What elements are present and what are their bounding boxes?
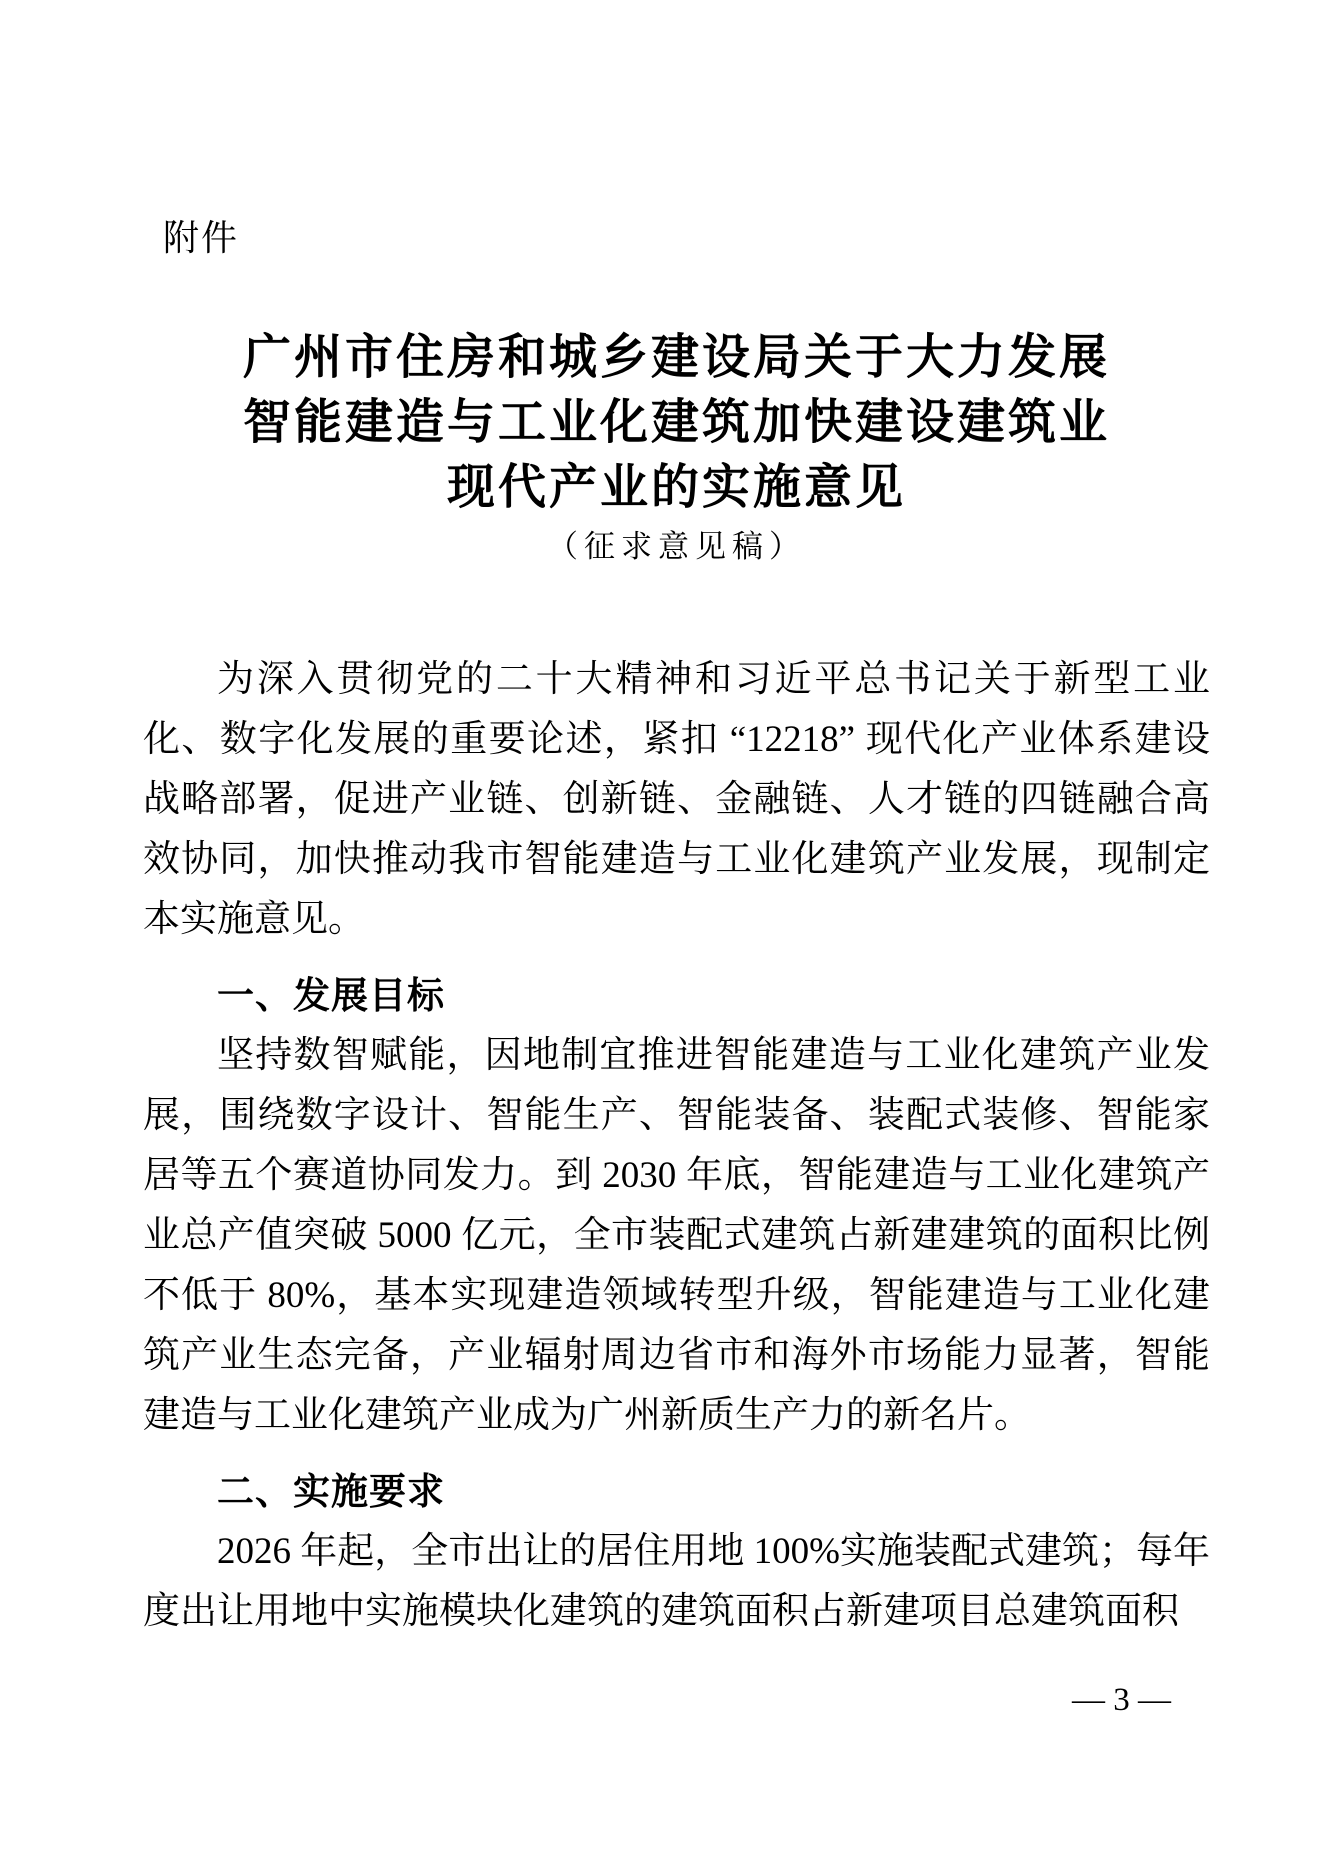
document-subtitle: （征求意见稿） xyxy=(547,529,806,564)
attachment-label: 附件 xyxy=(163,217,240,258)
title-line-1: 广州市住房和城乡建设局关于大力发展 xyxy=(242,331,1110,384)
body-paragraph: 为深入贯彻党的二十大精神和习近平总书记关于新型工业化、数字化发展的重要论述，紧扣 “12218” 现代化产业体系建设战略部署，促进产业链、创新链、金融链、人才链的四链融合高效协同，加快推动我市智能建造与工业化建筑产业发展，现制定本实施意见。 xyxy=(143,659,1210,940)
body-paragraph: 2026 年起，全市出让的居住用地 100%实施装配式建筑；每年度出让用地中实施模块化建筑的建筑面积占新建项目总建筑面积 xyxy=(143,1531,1210,1632)
title-line-2: 智能建造与工业化建筑加快建设建筑业 xyxy=(242,396,1110,449)
section-heading: 二、实施要求 xyxy=(217,1471,445,1512)
document-title xyxy=(143,325,1210,520)
title-line-3: 现代产业的实施意见 xyxy=(446,461,906,514)
page-number: — 3 — xyxy=(1072,1682,1171,1718)
body-paragraph: 坚持数智赋能，因地制宜推进智能建造与工业化建筑产业发展，围绕数字设计、智能生产、智能装备、装配式装修、智能家居等五个赛道协同发力。到 2030 年底，智能建造与工业化建筑产业总产值突破 5000 亿元，全市装配式建筑占新建建筑的面积比例不低于 80%，基本实现建造领域转型升级，智能建造与工业化建筑产业生态完备，产业辐射周边省市和海外市场能力显著，智能建造与工业化建筑产业成为广州新质生产力的新名片。 xyxy=(143,1035,1210,1436)
section-heading: 一、发展目标 xyxy=(217,975,445,1016)
document-body xyxy=(143,650,1210,1642)
